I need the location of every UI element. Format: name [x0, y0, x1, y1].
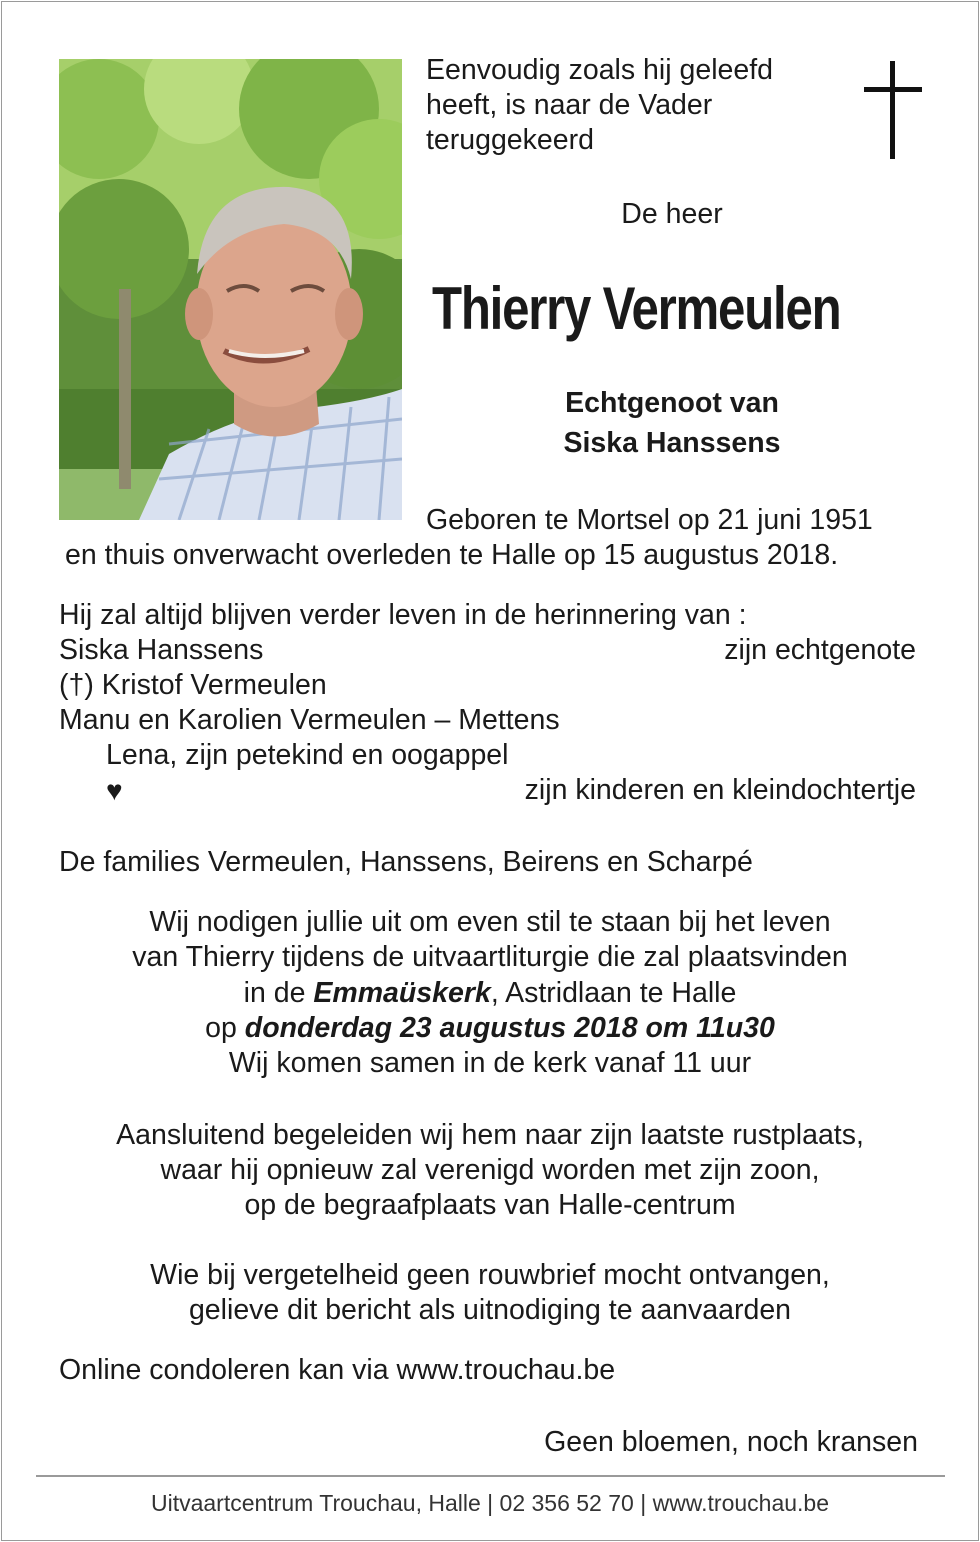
notice-line-2: gelieve dit bericht als uitnodiging te aanvaarden [188, 1294, 792, 1326]
heart-icon: ♥ [106, 775, 123, 806]
verse-line-2: heeft, is naar de Vader [426, 89, 713, 121]
footer-contact: Uitvaartcentrum Trouchau, Halle | 02 356 52 70 | www.trouchau.be [150, 1490, 830, 1516]
notice-line-1: Wie bij vergetelheid geen rouwbrief mocht ontvangen, [150, 1259, 830, 1291]
invite-line-5: Wij komen samen in de kerk vanaf 11 uur [228, 1047, 752, 1079]
families-line: De families Vermeulen, Hanssens, Beirens en Scharpé [59, 846, 753, 878]
portrait-photo [59, 59, 402, 520]
verse-line-1: Eenvoudig zoals hij geleefd [426, 54, 773, 86]
child-2: Manu en Karolien Vermeulen – Mettens [59, 704, 560, 736]
burial-line-1: Aansluitend begeleiden wij hem naar zijn laatste rustplaats, [116, 1119, 864, 1151]
flowers-note: Geen bloemen, noch kransen [544, 1426, 918, 1458]
cross-icon [864, 61, 922, 159]
memory-intro: Hij zal altijd blijven verder leven in de herinnering van : [59, 599, 747, 631]
birth-line: Geboren te Mortsel op 21 juni 1951 [426, 504, 873, 536]
verse-line-3: teruggekeerd [426, 124, 594, 156]
grandchild: Lena, zijn petekind en oogappel [106, 739, 509, 771]
burial-line-2: waar hij opnieuw zal verenigd worden met zijn zoon, [160, 1154, 820, 1186]
invite-line-1: Wij nodigen jullie uit om even stil te staan bij het leven [149, 906, 831, 938]
deceased-name: Thierry Vermeulen [432, 275, 841, 342]
ceremony-date: donderdag 23 augustus 2018 om 11u30 [244, 1012, 775, 1044]
child-1: (†) Kristof Vermeulen [59, 669, 327, 701]
invite-line-2: van Thierry tijdens de uitvaartliturgie die zal plaatsvinden [132, 941, 848, 973]
children-role: zijn kinderen en kleindochtertje [524, 774, 916, 806]
spouse-line-2: Siska Hanssens [563, 427, 781, 459]
spouse-name: Siska Hanssens [59, 634, 264, 666]
burial-line-3: op de begraafplaats van Halle-centrum [244, 1189, 736, 1221]
title-line: De heer [621, 198, 723, 230]
footer-divider [36, 1475, 945, 1477]
church-name: Emmaüskerk [313, 977, 491, 1009]
invite-line-4: op donderdag 23 augustus 2018 om 11u30 [205, 1012, 775, 1044]
online-condolence: Online condoleren kan via www.trouchau.be [59, 1354, 616, 1386]
invite-line-3: in de Emmaüskerk, Astridlaan te Halle [243, 977, 737, 1009]
spouse-line-1: Echtgenoot van [565, 387, 779, 419]
spouse-role: zijn echtgenote [724, 634, 916, 666]
death-line: en thuis onverwacht overleden te Halle op 15 augustus 2018. [65, 539, 839, 571]
